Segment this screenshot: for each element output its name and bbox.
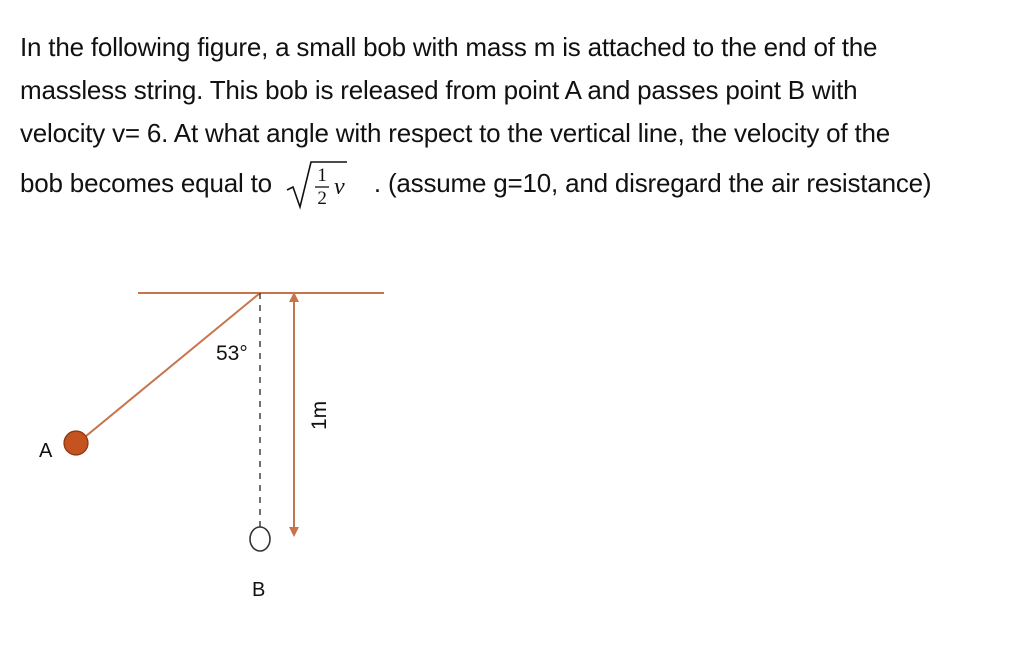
point-a-label: A xyxy=(39,440,53,462)
length-arrow-head-down xyxy=(289,527,299,537)
question-line-3: velocity v= 6. At what angle with respect to the vertical line, the velocity of the xyxy=(20,118,891,148)
length-label: 1m xyxy=(308,400,331,430)
math-variable-v: v xyxy=(333,174,345,201)
bob-a-circle xyxy=(64,431,88,455)
question-line-1: In the following figure, a small bob with mass m is attached to the end of the xyxy=(20,32,878,62)
question-line-4-prefix: bob becomes equal to xyxy=(20,168,272,198)
fraction-numerator: 1 xyxy=(317,165,327,187)
question-line-2: massless string. This bob is released from point A and passes point B with xyxy=(20,75,858,105)
bob-b-circle xyxy=(250,527,270,551)
angle-label: 53° xyxy=(216,342,248,365)
point-b-label: B xyxy=(252,579,266,601)
pendulum-string xyxy=(80,293,260,441)
fraction-denominator: 2 xyxy=(317,188,327,210)
question-line-4-suffix: . (assume g=10, and disregard the air resistance) xyxy=(373,168,932,198)
